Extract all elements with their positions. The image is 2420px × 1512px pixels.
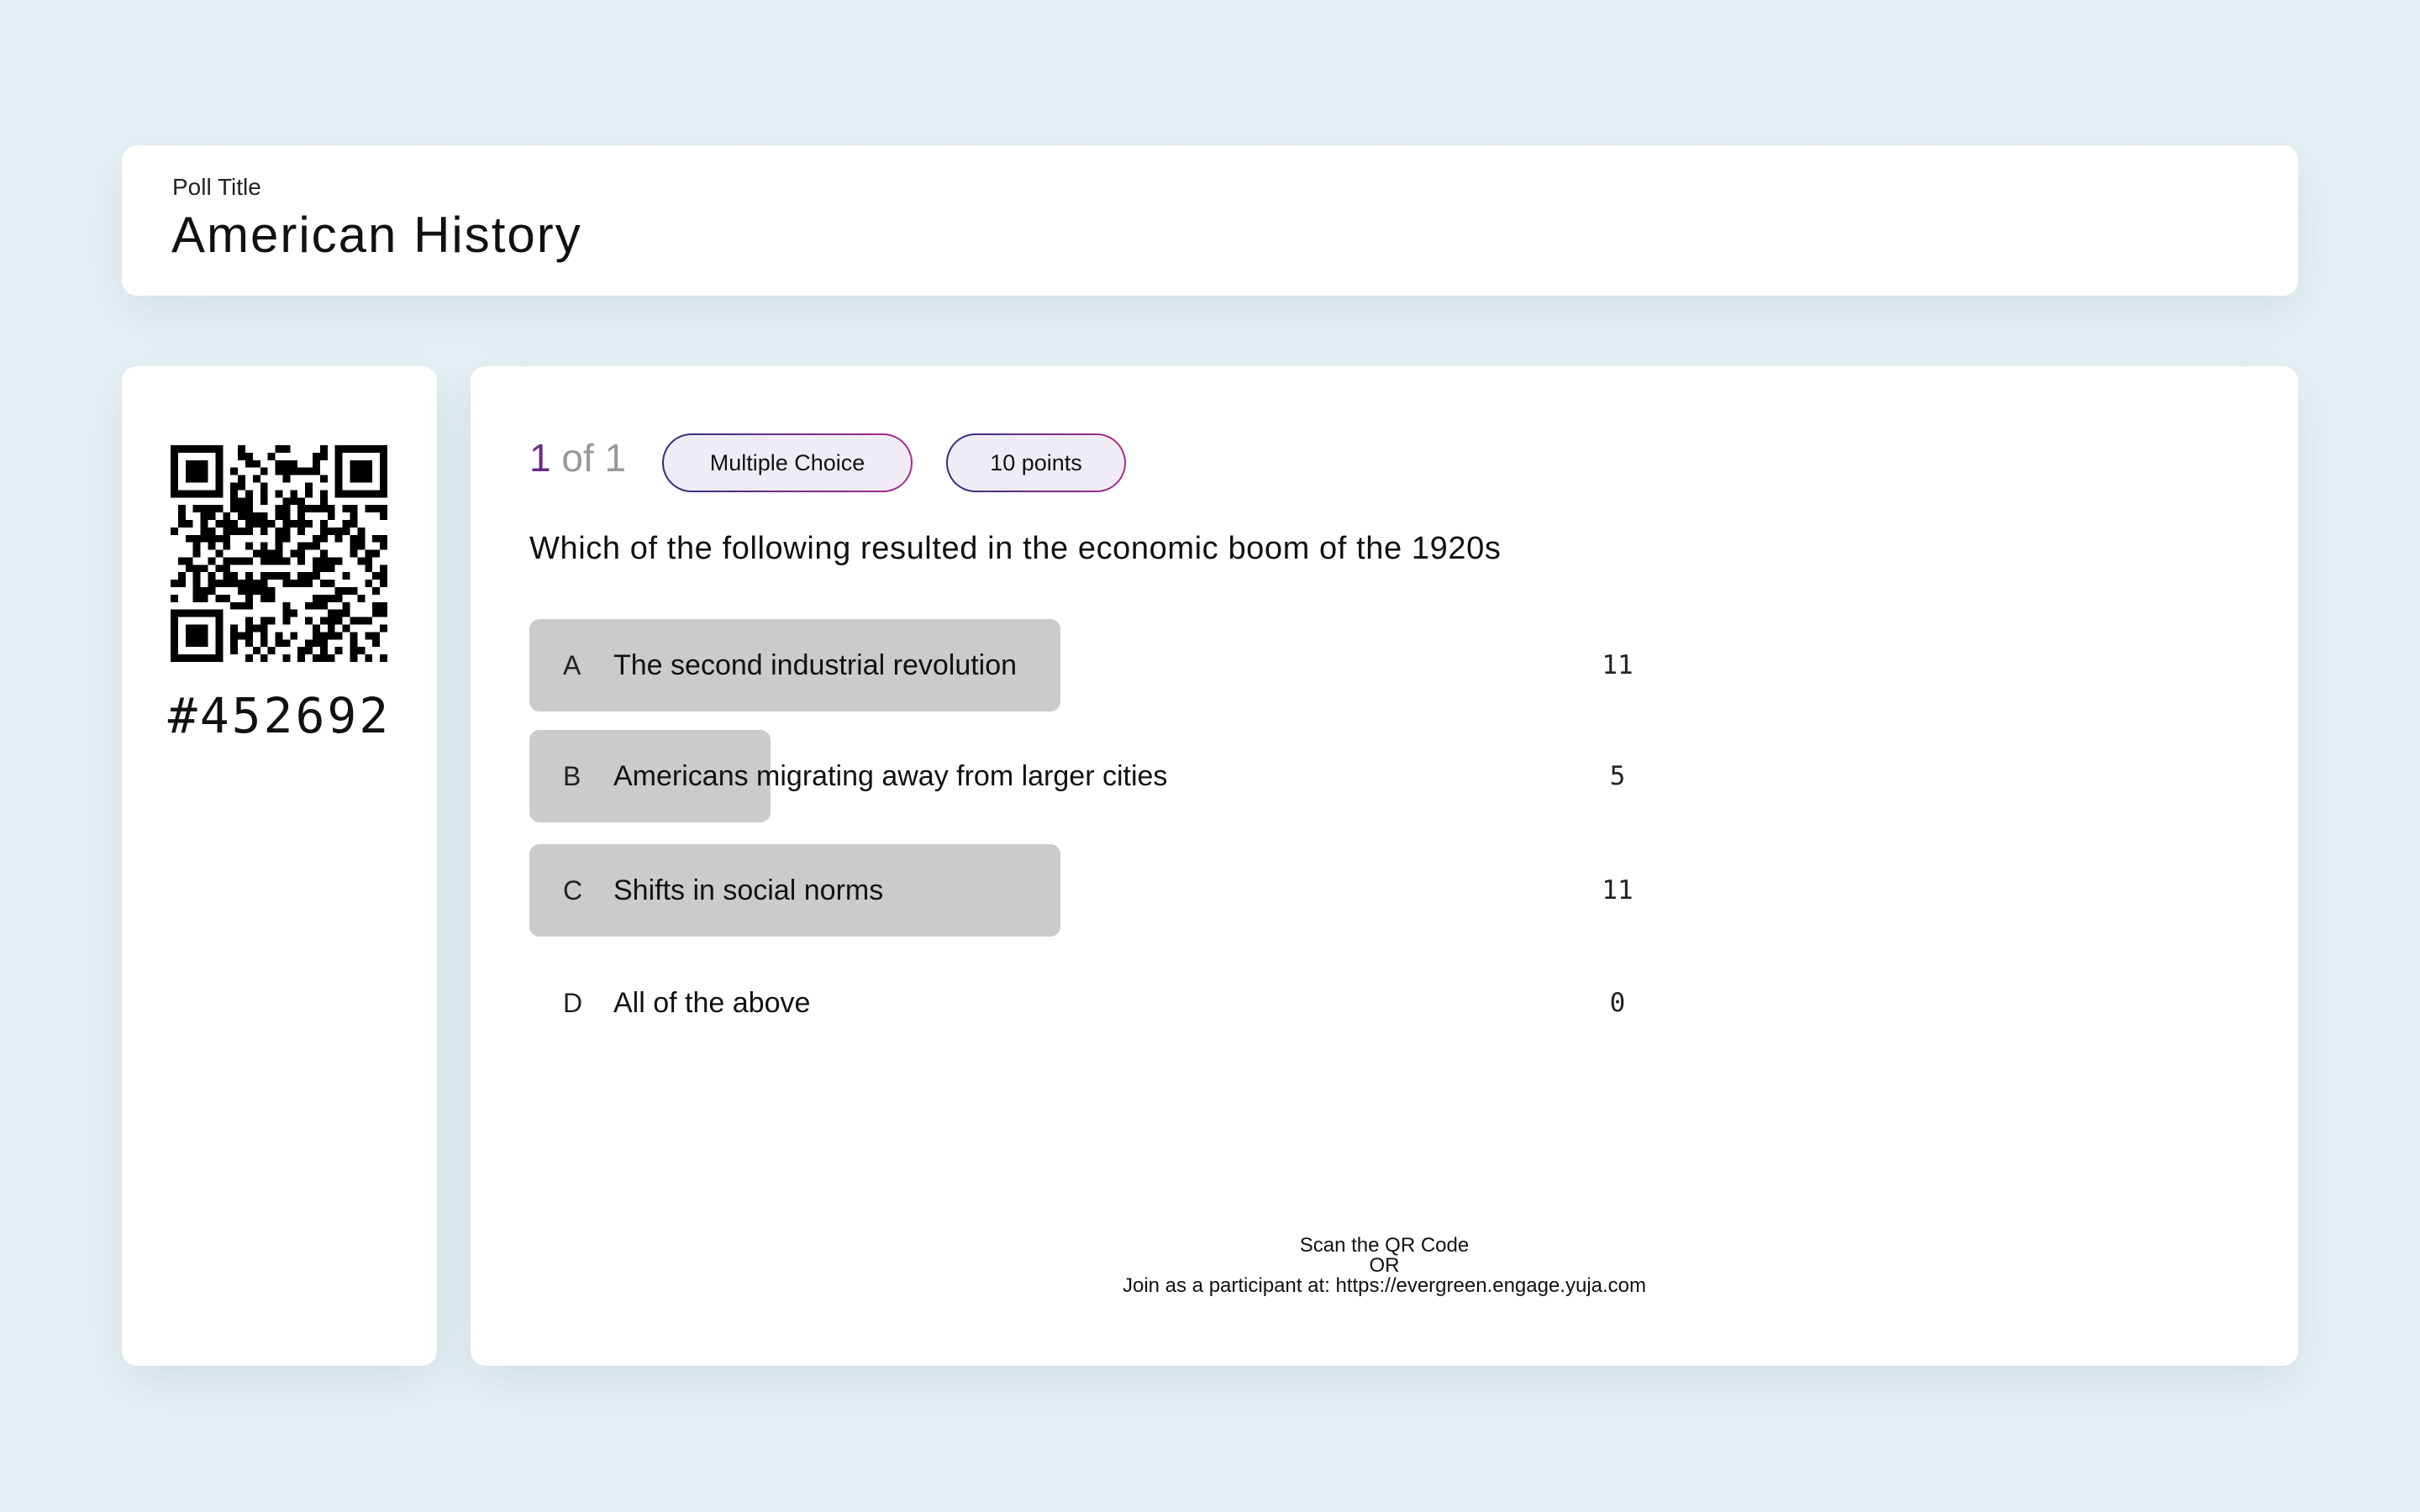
option-a-letter: A (563, 650, 581, 680)
option-d-text: All of the above (613, 987, 811, 1019)
poll-title-caption: Poll Title (172, 174, 261, 200)
join-line-url: Join as a participant at: https://evergreen.engage.yuja.com (1122, 1274, 1647, 1297)
option-d-count: 0 (1609, 988, 1626, 1018)
join-instructions (471, 1236, 2298, 1296)
question-total: of 1 (561, 436, 627, 480)
option-c-count: 11 (1602, 875, 1634, 906)
option-c (529, 844, 2126, 937)
poll-title-card (122, 145, 2298, 296)
question-counter (529, 435, 626, 480)
option-b-text: Americans migrating away from larger cities (613, 760, 1168, 792)
question-card (471, 366, 2298, 1366)
option-a-text: The second industrial revolution (613, 649, 1018, 681)
qr-code-icon (171, 445, 387, 662)
option-c-letter: C (563, 875, 583, 906)
poll-title: American History (171, 207, 582, 263)
option-b-count: 5 (1609, 761, 1626, 791)
question-type-badge: Multiple Choice (662, 433, 913, 492)
qr-card (122, 366, 437, 1366)
option-a-count: 11 (1602, 650, 1634, 680)
question-text: Which of the following resulted in the economic boom of the 1920s (529, 531, 1502, 566)
option-b-letter: B (563, 761, 581, 791)
option-d (529, 957, 2126, 1049)
join-line-or: OR (1369, 1254, 1400, 1277)
join-line-scan: Scan the QR Code (1299, 1234, 1470, 1257)
poll-code: #452692 (167, 687, 392, 744)
option-c-text: Shifts in social norms (613, 874, 884, 906)
option-a (529, 619, 2126, 711)
option-d-letter: D (563, 988, 583, 1018)
option-b (529, 730, 2126, 822)
points-badge: 10 points (946, 433, 1126, 492)
question-current-number: 1 (529, 436, 551, 480)
